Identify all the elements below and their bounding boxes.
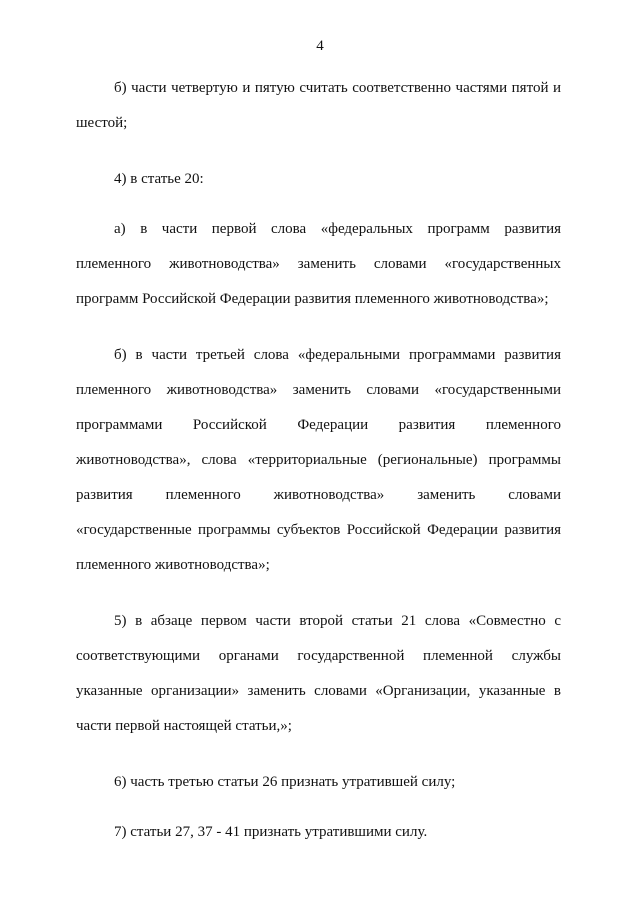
paragraph-item-4a: а) в части первой слова «федеральных программ развития племенного животноводства» заменить словами «государственных программ Российской Федерации развития племенного животноводства»; [76, 221, 561, 307]
document-body [76, 71, 561, 871]
paragraph-item-4: 4) в статье 20: [114, 171, 204, 187]
page-number: 4 [316, 38, 324, 54]
paragraph-item-6: 6) часть третью статьи 26 признать утратившей силу; [114, 774, 456, 790]
paragraph-item-7: 7) статьи 27, 37 - 41 признать утратившими силу. [114, 824, 428, 840]
paragraph-item-5: 5) в абзаце первом части второй статьи 21 слова «Совместно с соответствующими органами государственной племенной службы указанные организации» заменить словами «Организации, указанные в части первой настоящей статьи,»; [76, 613, 561, 734]
paragraph-b-parts: б) части четвертую и пятую считать соответственно частями пятой и шестой; [76, 80, 561, 131]
paragraph-item-4b: б) в части третьей слова «федеральными программами развития племенного животноводства» заменить словами «государственными программами Российской Федерации развития племенного животноводства», слова «территориальные (региональные) программы развития племенного животноводства» заменить словами «государственные программы субъектов Российской Федерации развития племенного животноводства»; [76, 347, 561, 573]
